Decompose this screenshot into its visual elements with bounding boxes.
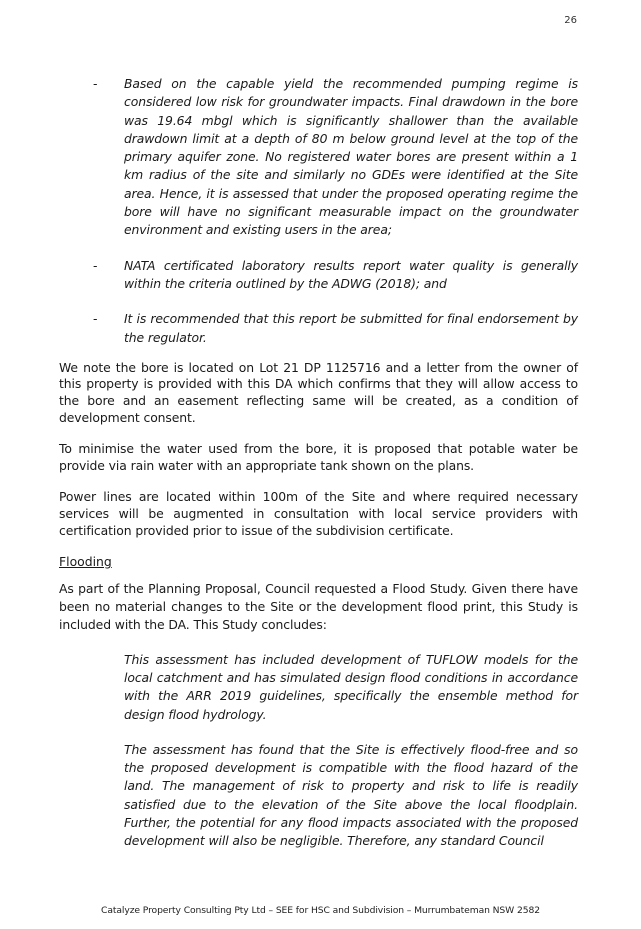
page-number: 26 bbox=[564, 15, 577, 26]
bullet-item bbox=[93, 75, 578, 240]
flood-study-quote: The assessment has found that the Site is effectively flood-free and so the proposed development is compatible with the flood hazard of the land. The management of risk to property and risk to life is readily satisfied due to the elevation of the Site above the local floodplain. Further, the potential for any flood impacts associated with the proposed development will also be negligible. Therefore, any standard Council bbox=[124, 741, 578, 849]
paragraph-potable-water: To minimise the water used from the bore, it is proposed that potable water be provide via rain water with an appropriate tank shown on the plans. bbox=[59, 441, 578, 473]
paragraph-bore-location: We note the bore is located on Lot 21 DP 1125716 and a letter from the owner of this property is provided with this DA which confirms that they will allow access to the bore and an easement reflecting same will be created, as a condition of development consent. bbox=[59, 359, 578, 425]
bullet-item bbox=[93, 310, 578, 347]
flood-study-quote: This assessment has included development of TUFLOW models for the local catchment and has simulated design flood conditions in accordance with the ARR 2019 guidelines, specifically the ensemble method for design flood hydrology. bbox=[124, 651, 578, 722]
bullet-item bbox=[93, 257, 578, 294]
bullet-text: NATA certificated laboratory results report water quality is generally within the criteria outlined by the ADWG (2018); and bbox=[124, 257, 578, 291]
paragraph-power-lines: Power lines are located within 100m of the Site and where required necessary services will be augmented in consultation with local service providers with certification provided prior to issue of the subdivision certificate. bbox=[59, 489, 578, 538]
bullet-text: Based on the capable yield the recommended pumping regime is considered low risk for groundwater impacts. Final drawdown in the bore was 19.64 mbgl which is significantly shallower than the available drawdown limit at a depth of 80 m below ground level at the top of the primary aquifer zone. No registered water bores are present within a 1 km radius of the site and similarly no GDEs were identified at the Site area. Hence, it is assessed that under the proposed operating regime the bore will have no significant measurable impact on the groundwater environment and existing users in the area; bbox=[124, 76, 578, 238]
bullet-dash: - bbox=[93, 257, 98, 273]
page-footer: Catalyze Property Consulting Pty Ltd – SEE for HSC and Subdivision – Murrumbateman NSW 2582 bbox=[101, 905, 540, 916]
document-body bbox=[59, 75, 578, 868]
section-heading-flooding: Flooding bbox=[59, 554, 112, 570]
bullet-dash: - bbox=[93, 76, 98, 91]
paragraph-flood-intro: As part of the Planning Proposal, Council requested a Flood Study. Given there have been no material changes to the Site or the development flood print, this Study is included with the DA. This Study concludes: bbox=[59, 580, 578, 633]
bullet-dash: - bbox=[93, 311, 98, 327]
bullet-text: It is recommended that this report be submitted for final endorsement by the regulator. bbox=[124, 311, 578, 345]
